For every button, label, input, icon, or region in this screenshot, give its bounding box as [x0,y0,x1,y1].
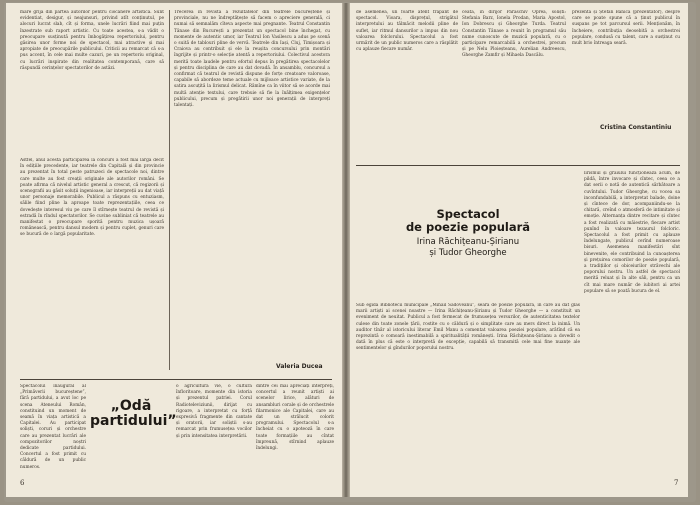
spectacol-title-block [370,208,566,259]
oda-partidului-title [90,398,177,429]
title-sub-line1: Irina Răchițeanu-Șirianu [416,237,520,247]
left-page-number: 6 [20,479,25,487]
oda-title-line2: partidului” [90,413,177,429]
left-col1-top-text: mare grijă din partea autorilor pentru ciocănere artistică. Sunt evidentiat, desigur, și neajunsuri, privind atît conținutul, pe alocuri lucrat slab, cît și forma, unele lucrări fiind mai puțin înzestrate sub raport artistic. Cu toate acestea, s-a vădit o preocupare susținută pentru îmbogățirea repertoriului, pentru găsirea unor forme noi de spectacol, mai atractive și mai apropiate de preocupările publicului. Criticii au remarcat că s-a pus accent, în cele mai multe cazuri, pe un repertoriu original, cu lucrări inspirate din realitatea contemporană, care să răspundă cerințelor spectatorilor de astăzi. [20,10,164,71]
spine-gutter [342,3,350,497]
spectacol-main-text: Sub egida Bibliotecii municipale „Mihail Sadoveanu”, seara de poezie populară, în care au dat glas marii artiști ai scenei noastre — Irina Răchițeanu-Șirianu și Tudor Gheorghe — a constituit un eveniment de neuitat. Publicul a fost fermecat de frumusețea versurilor, de autenticitatea textelor culese din toate zonele țării, rostite cu o căldură și o simplitate care au mers direct la inimă. Un auditor tînăr al istoricului literar Emil Manu a comentat valoarea poeziei populare, arătînd că ea reprezintă o comoară inestimabilă a spiritualității românești. Irina Răchițeanu-Șirianu a dovedit o dată în plus că este o interpretă de excepție, capabilă să transmită cele mai fine nuanțe ale sentimentelor și gîndurilor poporului nostru. [356,303,580,352]
left-col2-signature: Valeria Ducea [276,363,323,370]
oda-col1-text: Spectacolul inaugural al „Primăverii bucureștene”, fără partidului, a avut loc pe scena Ateneului Român, constituind un moment de seamă în viața artistică a Capitalei. Au participat soliști, coruri și orchestre care au prezentat lucrări ale compozitorilor noștri dedicate partidului. Concertul a fost primit cu căldură de un public numeros. [20,384,86,470]
title-main-line2: de poezie populară [405,220,531,234]
left-page [6,3,342,497]
left-column-divider [169,10,170,370]
right-page-number: 7 [674,479,679,487]
oda-col4-text: dintre cei mai apreciați interpreți, concertul a reunit artiști ai scenelor lirice, alături de ansambluri corale și de orchestrele filarmonice ale Capitalei, care au dat un strălucit colorit programului. Spectacolul s-a încheiat cu o apoteoză în care toate formațiile au cîntat împreună, stîrnind aplauze îndelungi. [256,384,334,452]
right-page [350,3,688,497]
left-col1-bottom-text: Astfel, anul acesta participarea la concurs a fost mai largă decît în edițiile precedente, iar teatrele din Capitală și din provincie au prezentat în total peste patruzeci de spectacole noi, dintre care multe au fost creații originale ale autorilor români. Se poate afirma că nivelul artistic general a crescut, că regizorii și scenografii au găsit soluții ingenioase, iar interpreții au dat viață unor personaje memorabile. Publicul a răspuns cu entuziasm, sălile fiind pline la aproape toate reprezentațiile, ceea ce dovedește interesul viu pe care îl stîrnește teatrul de revistă și estradă în rîndul spectatorilor. Se cuvine subliniat că teatrele au manifestat o preocupare sporită pentru muzica ușoară românească, pentru dansul modern și pentru cuplet, genuri care se bucură de o largă popularitate. [20,158,164,238]
title-main-line1: Spectacol [436,207,500,221]
right-top-section-rule [356,165,680,166]
right-col3-signature: Cristina Constantiniu [600,124,672,131]
right-col2-top-text: ceata, în dirijor Paraschiv Oprea, soliști: Stefania Barz, Ionela Prodan, Maria Apostol, Ion Dobrescu și Gheorghe Turda. Teatrul Constantin Tănase a reunit în programul său nume cunoscute de muzică populară, cu o participare remarcabilă a orchestrei, precum și pe Nelu Ploieșteanu, Aurelian Andreescu, Gheorghe Zamfir și Mihaela Dascălu. [462,10,566,59]
left-bottom-section-rule [20,379,332,380]
oda-title-line1: „Odă [110,398,152,414]
title-sub-line2: și Tudor Gheorghe [429,248,507,258]
right-col1-top-text: de asemenea, un foarte atent frapant de spectacol. Vioara, disprețul, strigătul interpretului au tălmăcit melodii pline de suflet, iar ritmul dansurilor a impus din nou valoarea folclorului. Spectacolul a fost urmărit de un public numeros care a răsplătit cu aplauze fiecare număr. [356,10,458,53]
right-col3-top-text: prezentă și Ștefan Bănică (prezentator), despre care se poate spune că a ținut publicul în suspans pe tot parcursul serii. Menționăm, în încheiere, contribuția deosebită a orchestrei populare, condusă cu talent, care a susținut cu mult brio întreaga seară. [572,10,680,47]
left-col2-text: Trecerea în revistă a rezultatelor din teatrele bucureștene și provinciale, nu ne îndreptățește să facem o apreciere generală, ci numai să semnalăm cîteva aspecte mai pregnante. Teatrul Constantin Tănase din București a prezentat un spectacol bine închegat, cu momente de autentic umor, iar Teatrul Ion Vasilescu a adus pe scenă o suită de tablouri pline de vervă. Teatrele din Iași, Cluj, Timișoara și Craiova au contribuit și ele la reușita concursului prin montări îngrijite și printr-o selecție atentă a repertoriului. Colectivul acestora merită toate laudele pentru efortul depus în pregătirea spectacolelor și pentru disciplina de care au dat dovadă. În ansamblu, concursul a confirmat că teatrul de revistă dispune de forțe creatoare valoroase, capabile să abordeze teme actuale cu mijloace artistice variate, de la satira ascuțită la lirismul delicat. Rămîne ca în viitor să se acorde mai multă atenție textului, care trebuie să fie la înălțimea exigențelor publicului, precum și pregătirii unor noi generații de interpreți talentați. [174,10,330,109]
oda-col3-text: o agricultură vie, o cultură înfloritoare, momente din istoria și prezentul patriei. Corul Radioteleviziunii, dirijat cu rigoare, a interpretat cu forță expresivă fragmente din cantate și oratorii, iar soliștii s-au remarcat prin frumusețea vocilor și prin intensitatea interpretării. [176,384,252,439]
spectacol-right-column-text: lirismul și graiului funcționează acum, de pildă, între invocare și cîntec, ceea ce a dat serii o notă de autentică sărbătoare a cuvîntului. Tudor Gheorghe, cu vocea sa inconfundabilă, a interpretat balade, doine și cîntece de dor, acompaniindu-se la chitară, creînd o atmosferă de intimitate și emoție. Alternanța dintre recitare și cîntec a fost realizată cu măiestrie, fiecare artist punînd în valoare tezaurul folcloric. Spectacolul a fost primit cu aplauze îndelungate, publicul cerînd numeroase bisuri. Asemenea manifestări sînt binevenite, ele contribuind la cunoașterea și prețuirea comorilor de poezie populară, a tradițiilor și obiceiurilor străvechi ale poporului nostru. Un astfel de spectacol merită reluat și în alte săli, pentru ca un cît mai mare număr de iubitori ai artei populare să se poată bucura de el. [584,171,680,294]
